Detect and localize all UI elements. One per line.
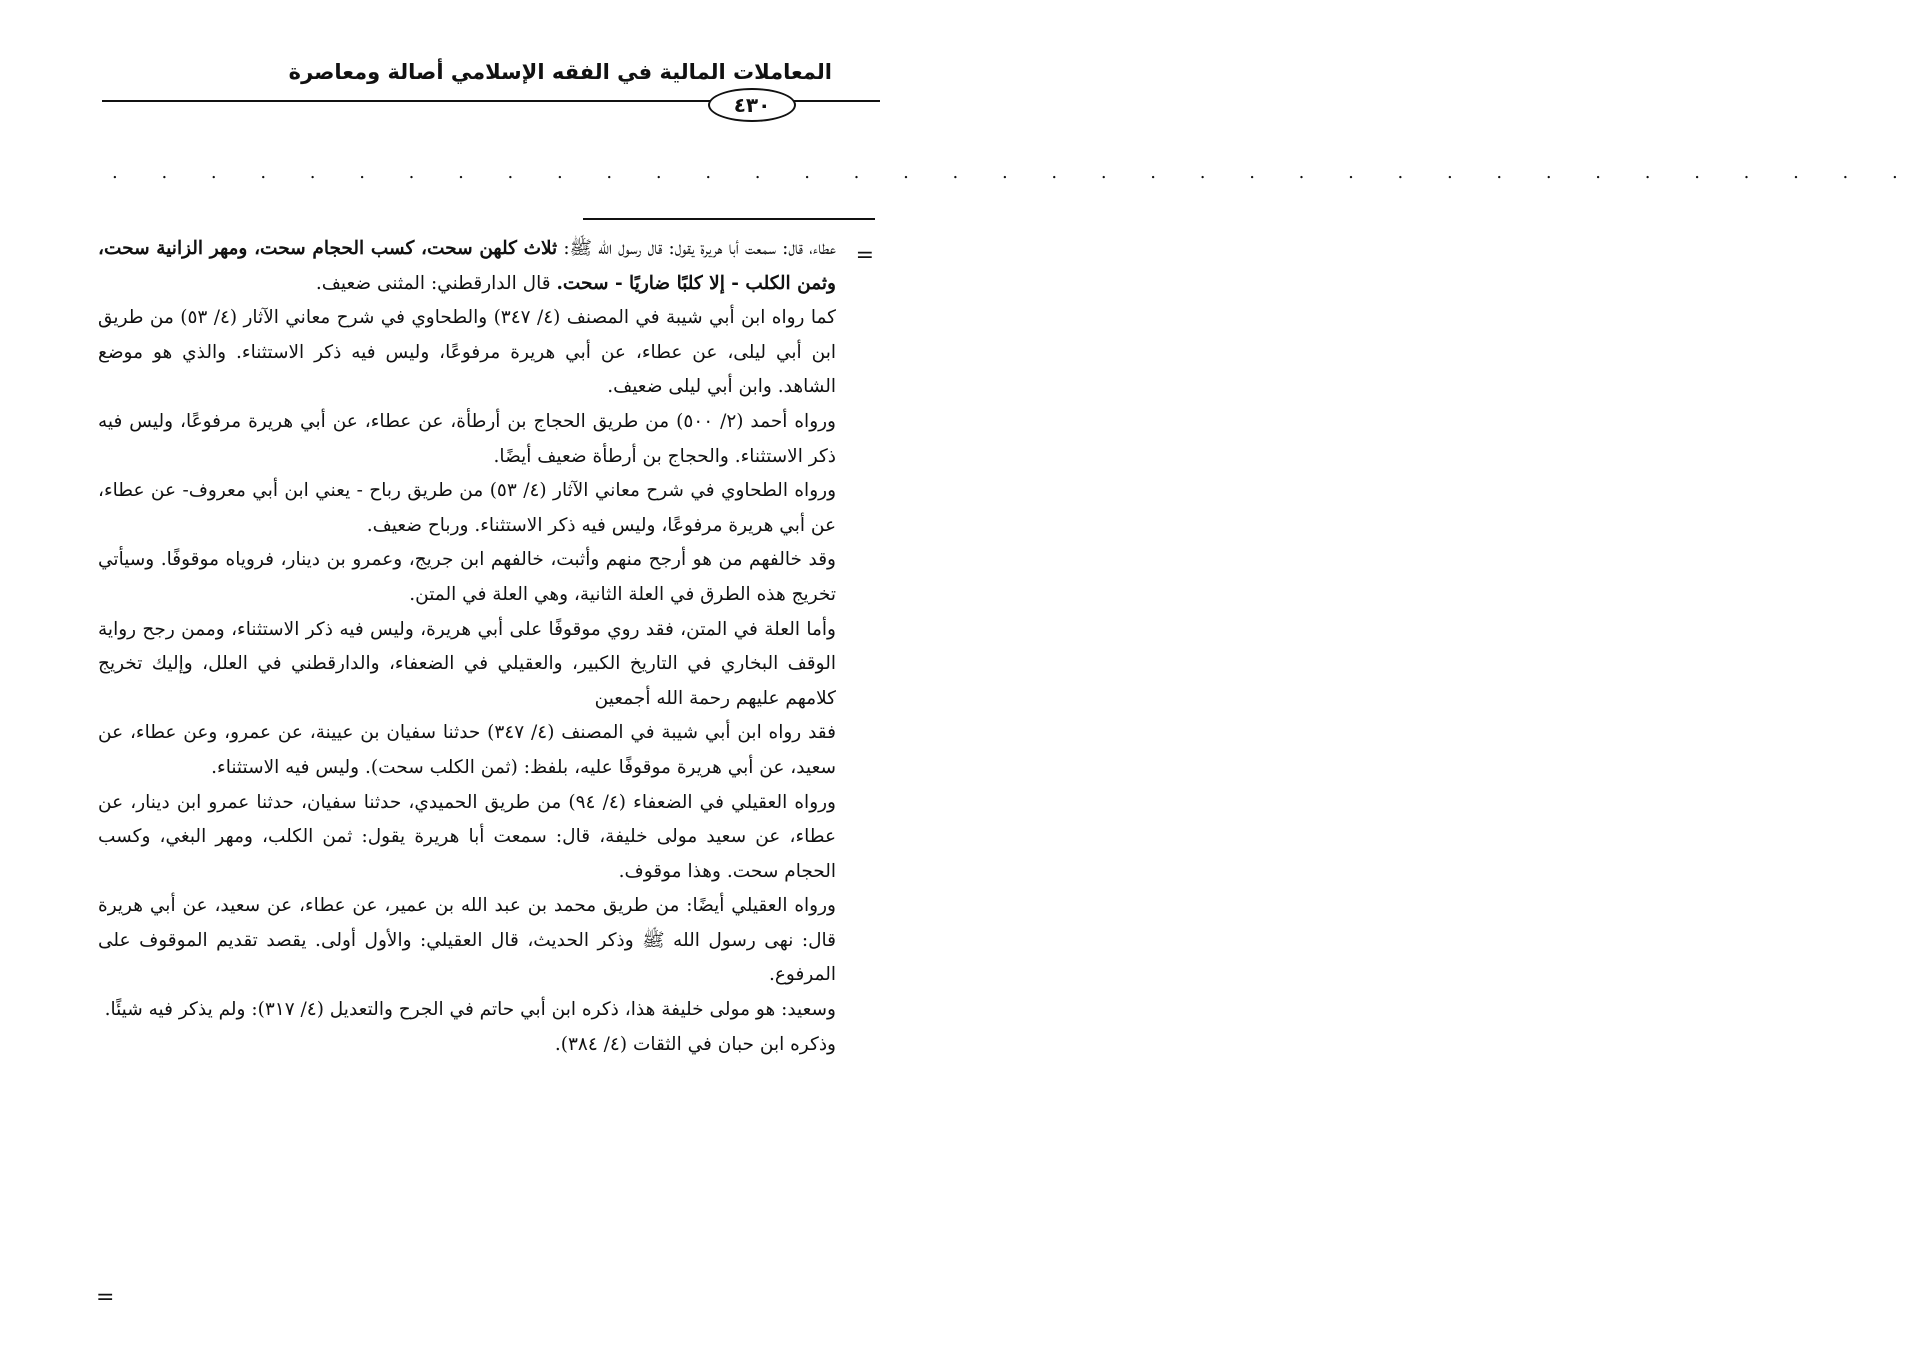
hadith-quote-bold: ثلاث كلهن سحت، كسب الحجام سحت، ومهر الزانية سحت، وثمن الكلب - إلا كلبًا ضاريًا - سحت. [98, 238, 836, 294]
footnote-paragraph-6: وأما العلة في المتن، فقد روي موقوفًا على أبي هريرة، وليس فيه ذكر الاستثناء، وممن رجح رواية الوقف البخاري في التاريخ الكبير، والعقيلي في الضعفاء، والدارقطني في العلل، وإليك تخريج كلامهم عليهم رحمة الله أجمعين [98, 618, 836, 709]
continuation-mark: = [855, 243, 874, 268]
footnote-paragraph-2: كما رواه ابن أبي شيبة في المصنف (٤/ ٣٤٧) والطحاوي في شرح معاني الآثار (٤/ ٥٣) من طريق ابن أبي ليلى، عن عطاء، عن أبي هريرة مرفوعًا، وليس فيه ذكر الاستثناء. والذي هو موضع الشاهد. وابن أبي ليلى ضعيف. [98, 307, 836, 398]
footnote-paragraph-10: وسعيد: هو مولى خليفة هذا، ذكره ابن أبي حاتم في الجرح والتعديل (٤/ ٣١٧): ولم يذكر فيه شيئًا. [104, 999, 836, 1021]
end-mark: = [96, 1285, 115, 1310]
footnote-paragraph-9: ورواه العقيلي أيضًا: من طريق محمد بن عبد الله بن عمير، عن عطاء، عن سعيد، عن أبي هريرة قال: نهى رسول الله ﷺ وذكر الحديث، قال العقيلي: والأول أولى. يقصد تقديم الموقوف على المرفوع. [98, 895, 836, 986]
running-head-title: المعاملات المالية في الفقه الإسلامي أصالة ومعاصرة [288, 60, 832, 84]
footnote-paragraph-4: ورواه الطحاوي في شرح معاني الآثار (٤/ ٥٣) من طريق رباح - يعني ابن أبي معروف- عن عطاء، عن أبي هريرة مرفوعًا، وليس فيه ذكر الاستثناء. ورباح ضعيف. [98, 480, 836, 536]
footnote-paragraph-8: ورواه العقيلي في الضعفاء (٤/ ٩٤) من طريق الحميدي، حدثنا سفيان، حدثنا عمرو ابن دينار، عن عطاء، عن سعيد مولى خليفة، قال: سمعت أبا هريرة يقول: ثمن الكلب، ومهر البغي، وكسب الحجام سحت. وهذا موقوف. [98, 791, 836, 882]
footnote-paragraph-7: فقد رواه ابن أبي شيبة في المصنف (٤/ ٣٤٧) حدثنا سفيان بن عيينة، عن عمرو، وعن عطاء، عن سعيد، عن أبي هريرة موقوفًا عليه، بلفظ: (ثمن الكلب سحت). وليس فيه الاستثناء. [98, 722, 836, 778]
footnote-rule [583, 218, 875, 220]
page-number-oval [708, 88, 796, 122]
paragraph-1-tail: قال الدارقطني: المثنى ضعيف. [315, 272, 557, 294]
footnote-paragraph-1 [98, 232, 836, 301]
footnote-paragraph-3: ورواه أحمد (٢/ ٥٠٠) من طريق الحجاج بن أرطأة، عن عطاء، عن أبي هريرة مرفوعًا، وليس فيه ذكر الاستثناء. والحجاج بن أرطأة ضعيف أيضًا. [98, 410, 836, 467]
footnote-text [98, 232, 836, 1062]
footnote-paragraph-5: وقد خالفهم من هو أرجح منهم وأثبت، خالفهم ابن جريج، وعمرو بن دينار، فروياه موقوفًا. وسيأتي تخريج هذه الطرق في العلة الثانية، وهي العلة في المتن. [98, 549, 836, 605]
separator-dots: . . . . . . . . . . . . . . . . . . . . . . . . . . . . . . . . . . . . . [112, 162, 1917, 183]
paragraph-1-lead: عطاء، قال: سمعت أبا هريرة يقول: قال رسول الله ﷺ: [557, 238, 836, 259]
footnote-paragraph-11: وذكره ابن حبان في الثقات (٤/ ٣٨٤). [554, 1033, 836, 1055]
page-number: ٤٣٠ [733, 93, 771, 117]
